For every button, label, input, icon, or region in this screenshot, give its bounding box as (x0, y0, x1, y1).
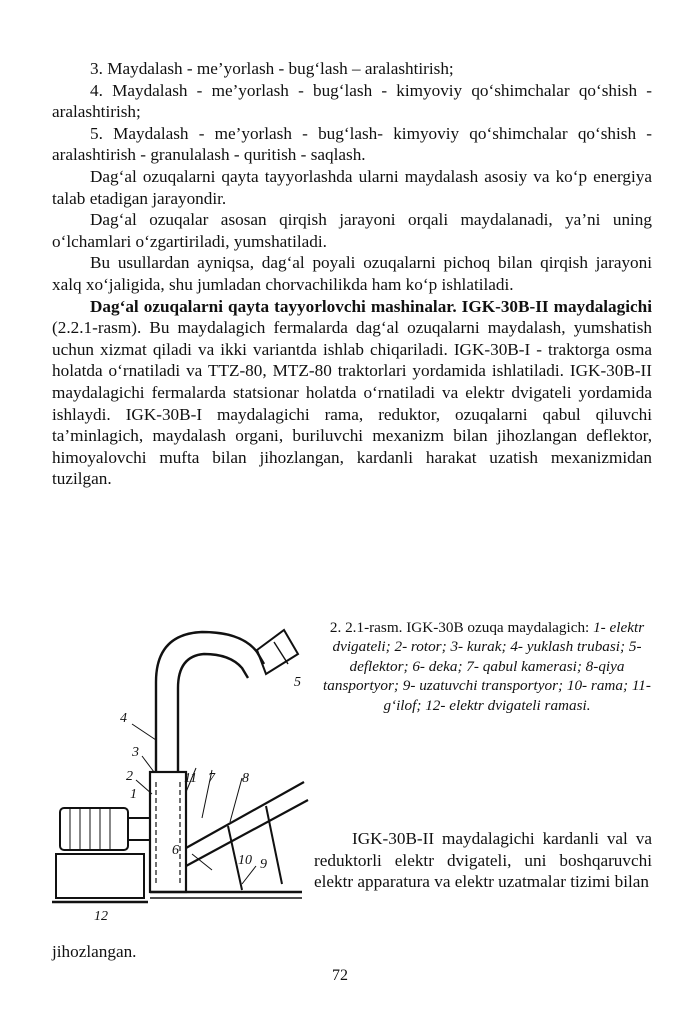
label-4: 4 (120, 711, 127, 726)
paragraph-1: 3. Maydalash - me’yorlash - bug‘lash – aralashtirish; (90, 59, 454, 78)
label-6: 6 (172, 843, 179, 858)
machine-diagram (52, 622, 314, 922)
section-heading: Dag‘al ozuqalarni qayta tayyorlovchi mashinalar. IGK-30B-II maydalagichi (90, 296, 652, 316)
caption-items: 1- elektr dvigateli; 2- rotor; 3- kurak; 4- yuklash trubasi; 5- deflektor; 6- deka; 7- qabul kamerasi; 8-qiya tansportyor; 9- uzatuvchi transportyor; 10- rama; 11-g‘ilof; 12- elektr dvigateli ramasi. (323, 619, 651, 714)
label-9: 9 (260, 857, 267, 872)
paragraph-4: Dag‘al ozuqalarni qayta tayyorlashda ularni maydalash asosiy va ko‘p energiya talab etadigan jarayondir. (52, 166, 652, 208)
side-paragraph: IGK-30B-II maydalagichi kardanli val va reduktorli elektr dvigateli, uni boshqaruvchi elektr apparatura va elektr uzatmalar tizimi bilan (314, 829, 652, 892)
paragraph-3: 5. Maydalash - me’yorlash - bug‘lash- kimyoviy qo‘shimchalar qo‘shish - aralashtirish - granulalash - quritish - saqlash. (52, 123, 652, 165)
label-1: 1 (130, 787, 137, 802)
paragraph-6: Bu usullardan ayniqsa, dag‘al poyali ozuqalarni pichoq bilan qirqish jarayoni xalq xo‘jaligida, shu jumladan chorvachilikda ham ko‘p ishlatiladi. (52, 253, 652, 294)
main-text (52, 58, 652, 490)
paragraph-5: Dag‘al ozuqalar asosan qirqish jarayoni orqali maydalanadi, ya’ni uning o‘lchamlari o‘zgartiriladi, yumshatiladi. (52, 210, 652, 251)
paragraph-2: 4. Maydalash - me’yorlash - bug‘lash - kimyoviy qo‘shimchalar qo‘shish - aralashtirish; (52, 80, 652, 122)
label-12: 12 (94, 909, 108, 922)
label-8: 8 (242, 771, 249, 786)
label-10: 10 (238, 853, 252, 868)
label-5: 5 (294, 675, 301, 690)
label-2: 2 (126, 769, 133, 784)
caption-title: 2. 2.1-rasm. IGK-30B ozuqa maydalagich: (329, 619, 594, 636)
label-7: 7 (208, 771, 215, 786)
paragraph-7-body: (2.2.1-rasm). Bu maydalagich fermalarda dag‘al ozuqalarni maydalash, yumshatish uchun xizmat qiladi va ikki variantda ishlab chiqariladi. IGK-30B-I - traktorga osma holatda o‘rnatiladi va TTZ-80, MTZ-80 traktorlari yordamida ishlatiladi. IGK-30B-II maydalagichi fermalarda statsionar holatda o‘rnatiladi va elektr dvigateli yordamida ishlaydi. IGK-30B-I maydalagichi rama, reduktor, ozuqalarni qabul qiluvchi ta’minlagich, maydalash organi, buriluvchi mexanizm bilan jihozlangan deflektor, himoyalovchi mufta bilan jihozlangan, kardanli harakat uzatish mexanizmidan tuzilgan. (52, 318, 652, 489)
paragraph-7 (52, 296, 652, 490)
figure-block (52, 618, 652, 948)
figure-caption (322, 618, 652, 715)
label-11: 11 (184, 771, 197, 786)
page-number: 72 (332, 967, 348, 984)
tail-text: jihozlangan. (52, 942, 137, 961)
label-3: 3 (132, 745, 139, 760)
